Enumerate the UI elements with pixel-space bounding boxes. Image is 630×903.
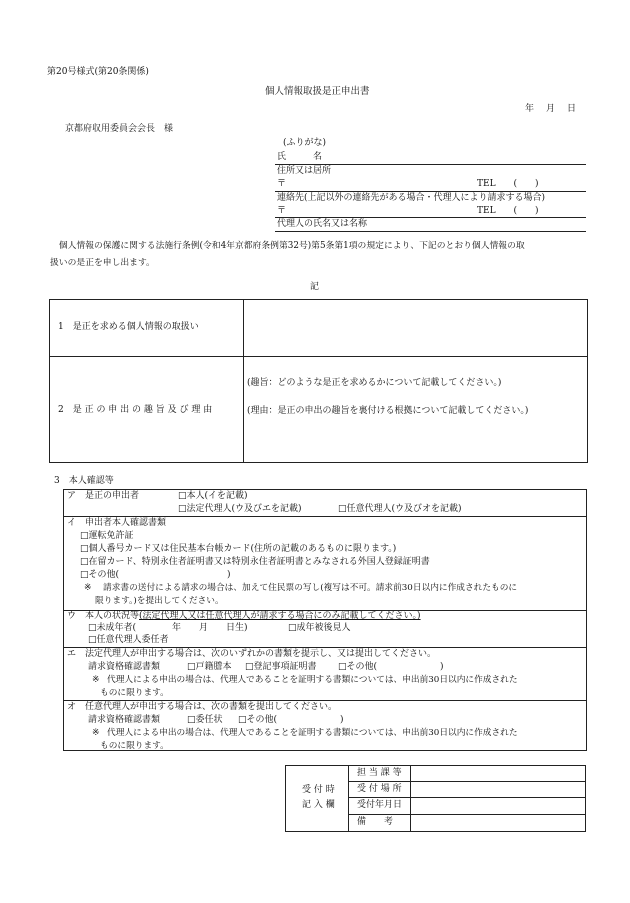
page-title: 個人情報取扱是正申出書	[265, 86, 370, 97]
checkbox-icon	[245, 662, 254, 672]
address-label: 住所又は居所	[277, 166, 332, 176]
section-e-label: エ 法定代理人が申出する場合は、次のいずれかの書類を提示し、又は提出してください。	[67, 649, 437, 659]
checkbox-voluntary-principal[interactable]: □ 任意代理人委任者	[88, 635, 169, 646]
checkbox-other-doc-o[interactable]: □ その他( )	[238, 715, 344, 726]
reception-side-label-1: 受 付 時	[302, 785, 335, 795]
date-month: 月	[546, 104, 556, 114]
agent-name-underline	[275, 231, 586, 232]
address-underline	[275, 191, 586, 192]
checkbox-icon	[80, 544, 89, 554]
name-label: 氏 名	[277, 152, 323, 162]
section-o-docs-label: 請求資格確認書類	[88, 715, 161, 725]
checkbox-my-number-card[interactable]: □ 個人番号カード又は住民基本台帳カード(住所の記載のあるものに限ります。)	[80, 544, 396, 555]
checkbox-icon	[80, 570, 89, 580]
section-a-label: ア 是正の申出者	[67, 491, 140, 501]
checkbox-icon	[187, 662, 196, 672]
checkbox-icon	[80, 531, 89, 541]
body-text-line-1: 個人情報の保護に関する法施行条例(令和4年京都府条例第32号)第5条第1項の規定により、下記のとおり個人情報の取	[50, 241, 525, 251]
date-year: 年	[525, 104, 535, 114]
checkbox-icon	[88, 635, 97, 645]
reception-row-place: 受 付 場 所	[357, 784, 402, 794]
checkbox-residence-card[interactable]: □ 在留カード、特別永住者証明書又は特別永住者証明書とみなされる外国人登録証明書	[80, 557, 430, 568]
checkbox-adult-ward[interactable]: □ 成年被後見人	[288, 623, 351, 634]
rule-a-i	[63, 516, 587, 517]
row1-label: 1 是正を求める個人情報の取扱い	[58, 322, 199, 332]
reception-row-remarks: 備 考	[357, 817, 394, 827]
section-i-label: イ 申出者本人確認書類	[67, 518, 167, 528]
checkbox-other-doc-e[interactable]: □ その他( )	[338, 662, 444, 673]
tel-label: TEL ( )	[477, 179, 539, 189]
section-o-note-line-2: ものに限ります。	[100, 741, 169, 751]
furigana-label: (ふりがな)	[283, 138, 327, 148]
section-e-note-line-1: 代理人による申出の場合は、代理人であることを証明する書類については、申出前30日以内に作成された	[107, 675, 518, 685]
reason-note: (理由：是正の申出の趣旨を裏付ける根拠について記載してください。)	[247, 406, 529, 416]
reception-box	[285, 765, 586, 832]
checkbox-power-of-attorney[interactable]: □ 委任状	[187, 715, 223, 726]
reception-side-label-2: 記 入 欄	[302, 800, 335, 810]
checkbox-family-register[interactable]: □ 戸籍謄本	[187, 662, 232, 673]
reception-rule-2	[348, 797, 586, 798]
checkbox-icon	[338, 662, 347, 672]
checkbox-icon	[178, 504, 187, 514]
rule-e-o	[63, 700, 587, 701]
reception-rule-3	[348, 814, 586, 815]
checkbox-registry-certificate[interactable]: □ 登記事項証明書	[245, 662, 317, 673]
section-i-note-line-1: 請求書の送付による請求の場合は、加えて住民票の写し(複写は不可。請求前30日以内に作成されたものに	[103, 583, 518, 593]
agent-name-label: 代理人の氏名又は名称	[277, 219, 368, 229]
checkbox-legal-agent[interactable]: □ 法定代理人(ウ及びエを記載)	[178, 504, 302, 515]
name-underline	[275, 164, 586, 165]
note-mark: ※	[92, 675, 100, 685]
reception-divider-1	[348, 765, 349, 832]
rule-u-e	[63, 647, 587, 648]
checkbox-icon	[338, 504, 347, 514]
reception-row-dept: 担 当 課 等	[357, 768, 402, 778]
form-number: 第20号様式(第20条関係)	[47, 67, 149, 77]
reception-row-date: 受付年月日	[357, 800, 403, 810]
alt-contact-label: 連絡先(上記以外の連絡先がある場合・代理人により請求する場合)	[277, 193, 546, 203]
main-table-row-rule	[49, 356, 588, 357]
checkbox-voluntary-agent[interactable]: □ 任意代理人(ウ及びオを記載)	[338, 504, 462, 515]
date-line	[525, 104, 576, 115]
checkbox-icon	[238, 715, 247, 725]
checkbox-icon	[288, 623, 297, 633]
date-day: 日	[567, 104, 577, 114]
alt-contact-underline	[275, 217, 586, 218]
tel-label-2: TEL ( )	[477, 206, 539, 216]
main-table-divider	[243, 299, 244, 463]
row2-label: 2 是 正 の 申 出 の 趣 旨 及 び 理 由	[58, 405, 213, 415]
checkbox-drivers-license[interactable]: □ 運転免許証	[80, 531, 134, 542]
reception-rule-1	[348, 781, 586, 782]
checkbox-icon	[80, 557, 89, 567]
section3-title: 3 本人確認等	[54, 476, 114, 486]
section-i-note-line-2: 限ります。)を提出してください。	[95, 596, 224, 606]
body-text-line-2: 扱いの是正を申し出ます。	[50, 258, 155, 268]
ki-heading: 記	[310, 282, 320, 292]
checkbox-minor[interactable]: □ 未成年者( 年 月 日生)	[88, 623, 248, 634]
checkbox-icon	[187, 715, 196, 725]
note-mark: ※	[84, 583, 92, 593]
section-u-label: ウ 本人の状況等(法定代理人又は任意代理人が請求する場合にのみ記載してください。)	[67, 611, 421, 621]
postal-mark-2: 〒	[277, 206, 287, 216]
postal-mark: 〒	[277, 179, 287, 189]
section-e-note-line-2: ものに限ります。	[100, 688, 169, 698]
checkbox-self[interactable]: □ 本人(イを記載)	[178, 491, 248, 502]
addressee: 京都府収用委員会会長 様	[65, 124, 174, 134]
checkbox-other-id[interactable]: □ その他( )	[80, 570, 231, 581]
checkbox-icon	[88, 623, 97, 633]
section-o-note-line-1: 代理人による申出の場合は、代理人であることを証明する書類については、申出前30日以内に作成された	[107, 728, 518, 738]
checkbox-icon	[178, 491, 187, 501]
section-e-docs-label: 請求資格確認書類	[88, 662, 161, 672]
reception-divider-2	[410, 765, 411, 832]
section-o-label: オ 任意代理人が申出する場合は、次の書類を提出してください。	[67, 702, 338, 712]
purpose-note: (趣旨：どのような是正を求めるかについて記載してください。)	[247, 378, 502, 388]
note-mark: ※	[92, 728, 100, 738]
